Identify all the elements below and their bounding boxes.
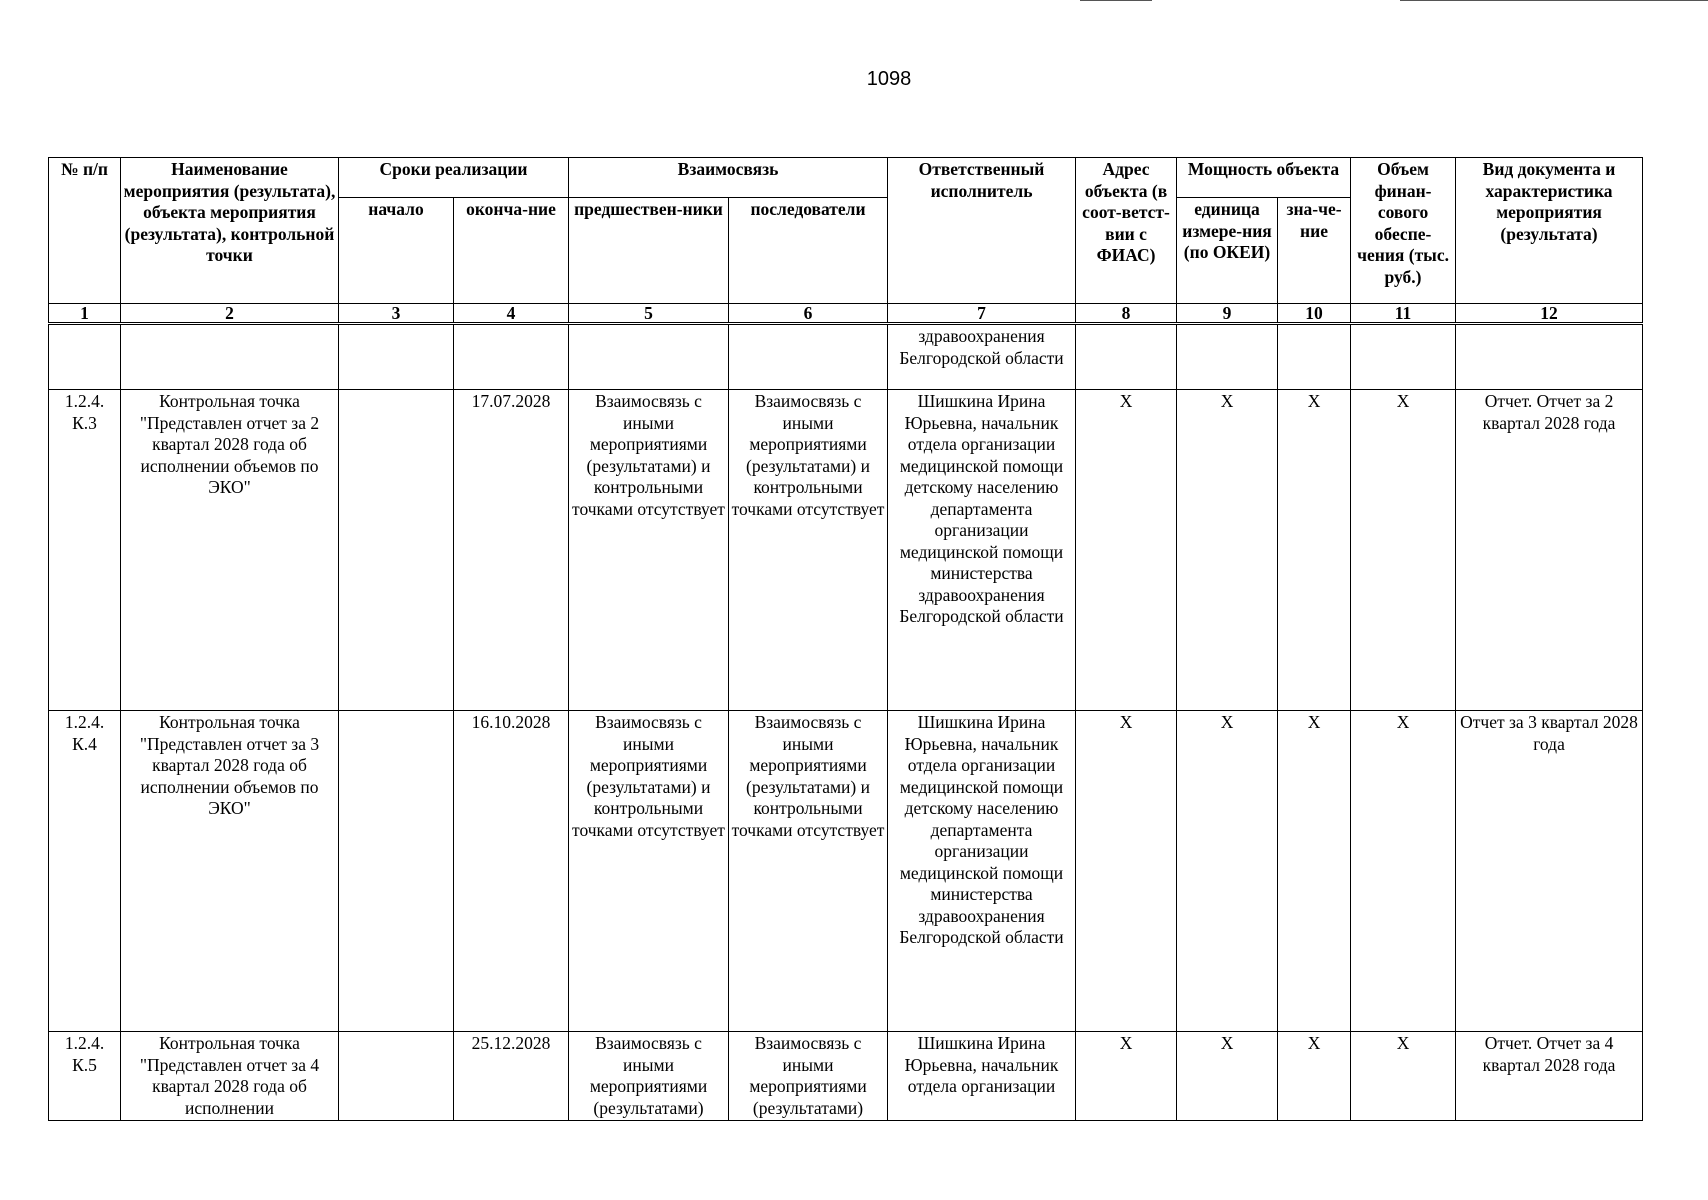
row-value: X <box>1278 390 1351 711</box>
row-value: X <box>1278 1032 1351 1121</box>
row-start <box>339 711 454 1032</box>
column-number: 4 <box>454 304 569 324</box>
row-unit: X <box>1177 711 1278 1032</box>
header-predecessors: предшествен-ники <box>569 198 729 304</box>
row-value: X <box>1278 711 1351 1032</box>
row-successors: Взаимосвязь с иными мероприятиями (результатами) и контрольными точками отсутствует <box>729 711 888 1032</box>
row-finance: X <box>1351 1032 1456 1121</box>
row-finance: X <box>1351 390 1456 711</box>
row-responsible: Шишкина Ирина Юрьевна, начальник отдела организации <box>888 1032 1076 1121</box>
row-start <box>339 390 454 711</box>
header-link-group: Взаимосвязь <box>569 158 888 198</box>
row-unit: X <box>1177 390 1278 711</box>
header-value: зна-че-ние <box>1278 198 1351 304</box>
row-name: Контрольная точка "Представлен отчет за 2 квартал 2028 года об исполнении объемов по ЭКО" <box>121 390 339 711</box>
header-start: начало <box>339 198 454 304</box>
scan-edge-line-2 <box>1400 0 1708 1</box>
row-unit: X <box>1177 1032 1278 1121</box>
row-name: Контрольная точка "Представлен отчет за 4 квартал 2028 года об исполнении <box>121 1032 339 1121</box>
row-finance: X <box>1351 711 1456 1032</box>
row-predecessors: Взаимосвязь с иными мероприятиями (результатами) <box>569 1032 729 1121</box>
row-document: Отчет за 3 квартал 2028 года <box>1456 711 1643 1032</box>
row-number: 1.2.4. К.3 <box>49 390 121 711</box>
header-power-group: Мощность объекта <box>1177 158 1351 198</box>
table-row <box>49 711 1643 1032</box>
continuation-responsible: здравоохранения Белгородской области <box>888 324 1076 390</box>
table-row <box>49 390 1643 711</box>
column-number: 12 <box>1456 304 1643 324</box>
header-end: оконча-ние <box>454 198 569 304</box>
column-number: 2 <box>121 304 339 324</box>
page-number: 1098 <box>866 68 912 90</box>
row-responsible: Шишкина Ирина Юрьевна, начальник отдела организации медицинской помощи детскому населению департамента организации медицинской помощи министерства здравоохранения Белгородской области <box>888 711 1076 1032</box>
table-row <box>49 1032 1643 1121</box>
column-number: 1 <box>49 304 121 324</box>
row-number: 1.2.4. К.4 <box>49 711 121 1032</box>
scan-edge-line-1 <box>1080 0 1152 1</box>
plan-table <box>48 157 1643 1121</box>
header-row-top <box>49 158 1643 198</box>
row-predecessors: Взаимосвязь с иными мероприятиями (результатами) и контрольными точками отсутствует <box>569 711 729 1032</box>
column-number: 7 <box>888 304 1076 324</box>
column-number: 9 <box>1177 304 1278 324</box>
header-terms-group: Сроки реализации <box>339 158 569 198</box>
column-number: 6 <box>729 304 888 324</box>
header-finance: Объем финан-сового обеспе-чения (тыс. руб.) <box>1351 158 1456 304</box>
header-document: Вид документа и характеристика мероприятия (результата) <box>1456 158 1643 304</box>
column-number: 5 <box>569 304 729 324</box>
column-number: 10 <box>1278 304 1351 324</box>
row-end: 25.12.2028 <box>454 1032 569 1121</box>
row-document: Отчет. Отчет за 4 квартал 2028 года <box>1456 1032 1643 1121</box>
header-address: Адрес объекта (в соот-ветст-вии с ФИАС) <box>1076 158 1177 304</box>
header-responsible: Ответственный исполнитель <box>888 158 1076 304</box>
continuation-row <box>49 324 1643 390</box>
row-successors: Взаимосвязь с иными мероприятиями (результатами) <box>729 1032 888 1121</box>
column-number: 3 <box>339 304 454 324</box>
row-predecessors: Взаимосвязь с иными мероприятиями (результатами) и контрольными точками отсутствует <box>569 390 729 711</box>
column-number-row <box>49 304 1643 324</box>
row-address: X <box>1076 711 1177 1032</box>
row-address: X <box>1076 390 1177 711</box>
row-responsible: Шишкина Ирина Юрьевна, начальник отдела организации медицинской помощи детскому населению департамента организации медицинской помощи министерства здравоохранения Белгородской области <box>888 390 1076 711</box>
row-name: Контрольная точка "Представлен отчет за 3 квартал 2028 года об исполнении объемов по ЭКО" <box>121 711 339 1032</box>
header-num: № п/п <box>49 158 121 304</box>
header-name: Наименование мероприятия (результата), объекта мероприятия (результата), контрольной точки <box>121 158 339 304</box>
column-number: 11 <box>1351 304 1456 324</box>
header-successors: последователи <box>729 198 888 304</box>
row-address: X <box>1076 1032 1177 1121</box>
row-number: 1.2.4. К.5 <box>49 1032 121 1121</box>
row-start <box>339 1032 454 1121</box>
row-end: 16.10.2028 <box>454 711 569 1032</box>
row-document: Отчет. Отчет за 2 квартал 2028 года <box>1456 390 1643 711</box>
header-unit: единица измере-ния (по ОКЕИ) <box>1177 198 1278 304</box>
row-successors: Взаимосвязь с иными мероприятиями (результатами) и контрольными точками отсутствует <box>729 390 888 711</box>
column-number: 8 <box>1076 304 1177 324</box>
row-end: 17.07.2028 <box>454 390 569 711</box>
